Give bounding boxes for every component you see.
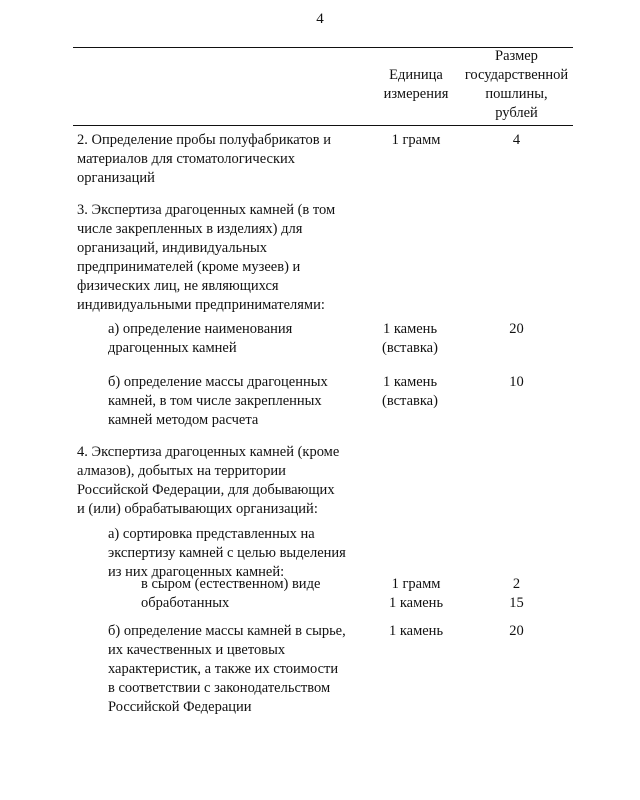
unit-line: (вставка) xyxy=(382,393,438,409)
unit-line: 1 камень xyxy=(382,321,438,337)
text-line: из них драгоценных камней: xyxy=(108,564,285,580)
text-line: индивидуальными предпринимателями: xyxy=(77,297,325,313)
item-4b-description xyxy=(108,622,366,717)
item-4a-sub-2-unit: 1 камень xyxy=(388,595,444,611)
text-line: б) определение массы драгоценных xyxy=(108,374,328,390)
item-3a-description xyxy=(108,320,366,358)
text-line: 3. Экспертиза драгоценных камней (в том xyxy=(77,202,336,218)
item-2-unit: 1 грамм xyxy=(391,132,441,148)
text-line: камней, в том числе закрепленных xyxy=(108,393,322,409)
unit-line: 1 камень xyxy=(382,374,438,390)
text-line: их качественных и цветовых xyxy=(108,642,286,658)
text-line: организаций xyxy=(77,170,155,186)
column-header-fee xyxy=(459,47,574,123)
header-line: рублей xyxy=(495,105,538,121)
text-line: экспертизу камней с целью выделения xyxy=(108,545,346,561)
item-4b-unit: 1 камень xyxy=(388,623,444,639)
text-line: 2. Определение пробы полуфабрикатов и xyxy=(77,132,331,148)
text-line: материалов для стоматологических xyxy=(77,151,296,167)
item-3b-description xyxy=(108,373,366,430)
text-line: а) определение наименования xyxy=(108,321,293,337)
header-bottom-rule xyxy=(73,125,573,126)
unit-line: (вставка) xyxy=(382,340,438,356)
item-3b-unit xyxy=(360,373,460,411)
item-4a-sub-1-fee: 2 xyxy=(512,576,521,592)
text-line: 4. Экспертиза драгоценных камней (кроме xyxy=(77,444,340,460)
item-4b-fee: 20 xyxy=(509,623,524,639)
item-2-description xyxy=(77,131,367,188)
item-4a-description xyxy=(108,525,366,582)
item-4a-sub-1-description: в сыром (естественном) виде xyxy=(141,576,321,592)
item-2-fee: 4 xyxy=(512,132,521,148)
text-line: б) определение массы камней в сырье, xyxy=(108,623,346,639)
header-line: Единица xyxy=(389,67,443,83)
header-line: Размер xyxy=(495,48,538,64)
header-line: измерения xyxy=(383,86,449,102)
text-line: и (или) обрабатывающих организаций: xyxy=(77,501,318,517)
item-4a-sub-1-unit: 1 грамм xyxy=(391,576,441,592)
item-3b-fee: 10 xyxy=(509,374,524,390)
text-line: драгоценных камней xyxy=(108,340,237,356)
item-4a-sub-2-fee: 15 xyxy=(509,595,524,611)
text-line: физических лиц, не являющихся xyxy=(77,278,279,294)
text-line: в соответствии с законодательством xyxy=(108,680,331,696)
text-line: камней методом расчета xyxy=(108,412,259,428)
text-line: алмазов), добытых на территории xyxy=(77,463,286,479)
header-line: государственной xyxy=(464,67,569,83)
text-line: организаций, индивидуальных xyxy=(77,240,267,256)
text-line: Российской Федерации, для добывающих xyxy=(77,482,335,498)
text-line: предпринимателей (кроме музеев) и xyxy=(77,259,301,275)
page-number: 4 xyxy=(316,11,324,27)
item-4a-sub-2-description: обработанных xyxy=(141,595,230,611)
text-line: характеристик, а также их стоимости xyxy=(108,661,339,677)
header-line: пошлины, xyxy=(485,86,548,102)
text-line: числе закрепленных в изделиях) для xyxy=(77,221,303,237)
item-4-description xyxy=(77,443,367,519)
item-3a-fee: 20 xyxy=(509,321,524,337)
item-3-description xyxy=(77,201,367,315)
column-header-unit xyxy=(372,66,460,104)
text-line: Российской Федерации xyxy=(108,699,252,715)
text-line: а) сортировка представленных на xyxy=(108,526,315,542)
item-3a-unit xyxy=(360,320,460,358)
